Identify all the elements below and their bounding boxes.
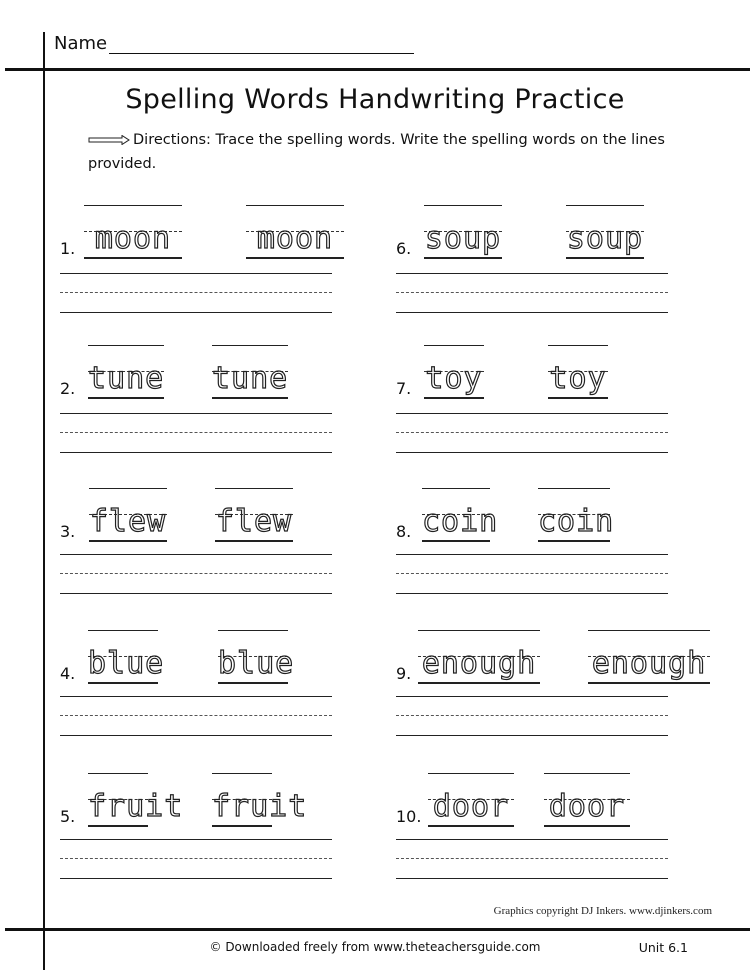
trace-word-3: flew xyxy=(89,488,167,542)
item-number: 8. xyxy=(396,522,412,541)
worksheet-title: Spelling Words Handwriting Practice xyxy=(125,84,625,115)
spelling-item-1 xyxy=(60,205,340,325)
name-blank-line[interactable] xyxy=(109,36,414,54)
unit-label: Unit 6.1 xyxy=(638,940,688,955)
graphics-credit: Graphics copyright DJ Inkers. www.djinkers.com xyxy=(493,905,712,917)
trace-word-5b: fruit xyxy=(212,773,272,827)
trace-word-8: coin xyxy=(422,488,490,542)
item-number: 3. xyxy=(60,522,76,541)
item-number: 10. xyxy=(396,807,422,826)
spelling-item-10 xyxy=(396,773,676,893)
name-label: Name xyxy=(54,33,108,54)
footer-rule xyxy=(5,928,750,931)
item-number: 7. xyxy=(396,379,412,398)
spelling-item-8 xyxy=(396,488,676,608)
arrow-right-icon xyxy=(88,135,130,145)
trace-word-6b: soup xyxy=(566,205,644,259)
spelling-item-9 xyxy=(396,630,707,750)
trace-word-10b: door xyxy=(544,773,630,827)
item-number: 2. xyxy=(60,379,76,398)
trace-word-1b: moon xyxy=(246,205,344,259)
trace-word-8b: coin xyxy=(538,488,610,542)
spelling-item-4 xyxy=(60,630,340,750)
spelling-item-6 xyxy=(396,205,676,325)
trace-word-4: blue xyxy=(88,630,158,684)
item-number: 6. xyxy=(396,239,412,258)
trace-word-9b: enough xyxy=(588,630,710,684)
item-number: 5. xyxy=(60,807,76,826)
spelling-item-7 xyxy=(396,345,676,465)
item-number: 9. xyxy=(396,664,412,683)
trace-word-7b: toy xyxy=(548,345,608,399)
directions-text: Directions: Trace the spelling words. Write the spelling words on the lines provided. xyxy=(88,132,665,172)
spelling-item-3 xyxy=(60,488,340,608)
directions xyxy=(88,128,668,176)
spelling-item-5 xyxy=(60,773,340,893)
margin-vertical-rule xyxy=(43,32,45,970)
trace-word-5: fruit xyxy=(88,773,148,827)
trace-word-10: door xyxy=(428,773,514,827)
trace-word-7: toy xyxy=(424,345,484,399)
download-note: © Downloaded freely from www.theteachersguide.com xyxy=(209,940,541,954)
item-number: 1. xyxy=(60,239,76,258)
trace-word-2b: tune xyxy=(212,345,288,399)
trace-word-1: moon xyxy=(84,205,182,259)
trace-word-2: tune xyxy=(88,345,164,399)
trace-word-9: enough xyxy=(418,630,540,684)
item-number: 4. xyxy=(60,664,76,683)
trace-word-3b: flew xyxy=(215,488,293,542)
trace-word-6: soup xyxy=(424,205,502,259)
header-rule xyxy=(5,68,750,71)
trace-word-4b: blue xyxy=(218,630,288,684)
spelling-item-2 xyxy=(60,345,340,465)
name-field[interactable] xyxy=(54,33,414,54)
